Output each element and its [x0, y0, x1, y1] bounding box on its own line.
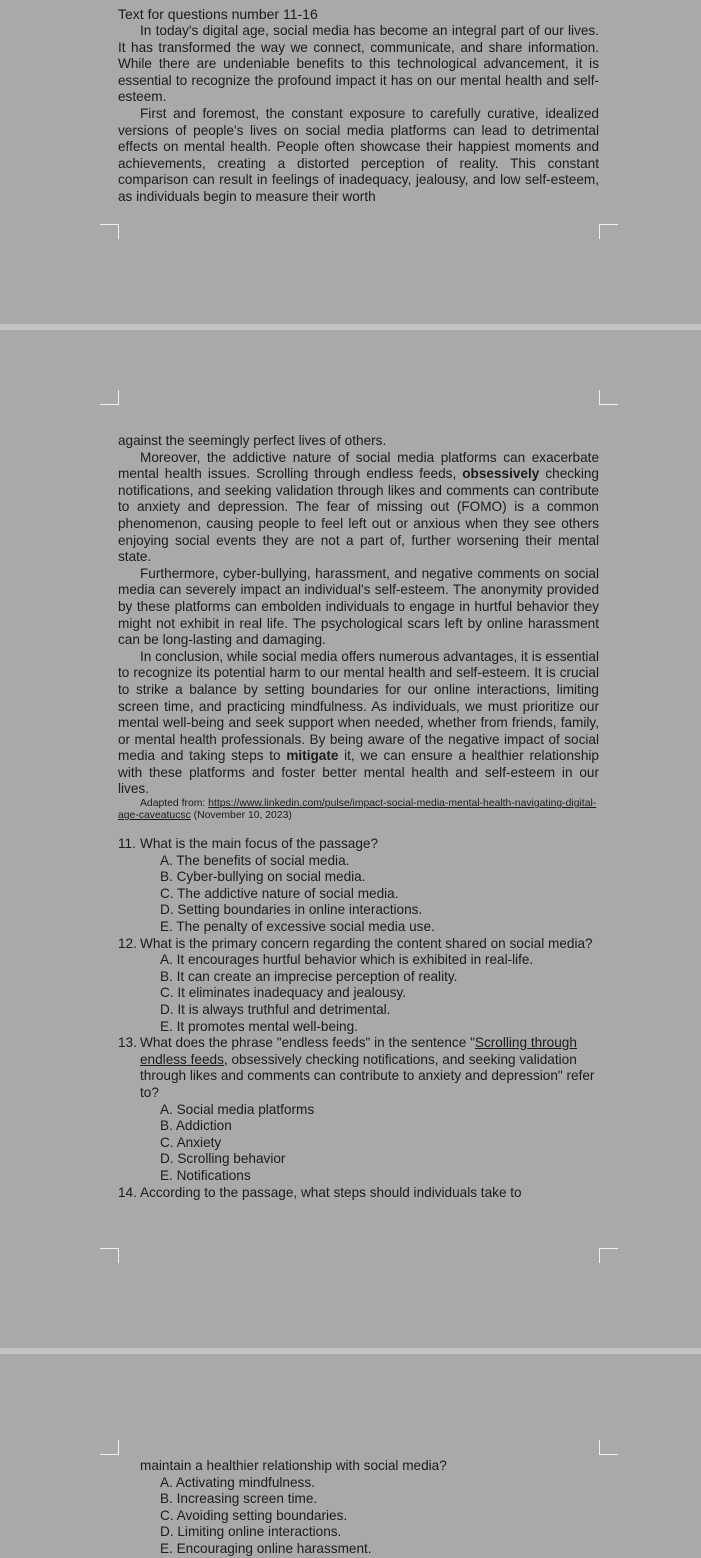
option-a[interactable]: A. The benefits of social media. — [160, 852, 350, 868]
page-corner-mark — [599, 390, 618, 405]
passage-paragraph-4: Furthermore, cyber-bullying, harassment, and negative comments on social media can severely impact an individual's self-esteem. The anonymity provided by these platforms can embolden individuals to engage in hurtful behavior they might not exhibit in real life. The psychological scars left by online harassment can be long-lasting and damaging. — [118, 565, 599, 648]
page-1-content — [118, 6, 599, 206]
passage-paragraph-3 — [118, 450, 599, 566]
option-b[interactable]: B. Increasing screen time. — [160, 1491, 318, 1507]
page-corner-mark — [599, 224, 618, 239]
question-number: 14. — [118, 1184, 137, 1200]
option-e[interactable]: E. Encouraging online harassment. — [160, 1540, 372, 1556]
page-corner-mark — [599, 1440, 618, 1455]
page-2-content — [118, 433, 599, 1201]
question-13 — [118, 1035, 599, 1101]
passage-paragraph-2: First and foremost, the constant exposure to carefully curative, idealized versions of people's lives on social media platforms can lead to detrimental effects on mental health. People often showcase their happiest moments and achievements, creating a distorted perception of reality. This constant comparison can result in feelings of inadequacy, jealousy, and low self-esteem, as individuals begin to measure their worth — [118, 105, 599, 204]
question-text: What does the phrase "endless feeds" in the sentence " — [140, 1035, 475, 1051]
question-text: According to the passage, what steps should individuals take to — [140, 1184, 522, 1200]
source-prefix: Adapted from: — [140, 798, 209, 810]
question-text: What is the main focus of the passage? — [140, 836, 379, 852]
question-11-options — [118, 853, 599, 936]
option-a[interactable]: A. Social media platforms — [160, 1101, 315, 1117]
option-b[interactable]: B. Cyber-bullying on social media. — [160, 869, 366, 885]
page-corner-mark — [100, 1248, 119, 1263]
text-run: In conclusion, while social media offers numerous advantages, it is essential to recognize its potential harm to our mental health and self-esteem. It is crucial to strike a balance by setting boundaries for our online interactions, limiting screen time, and practicing mindfulness. As individuals, we must prioritize our mental well-being and seek support when needed, whether from friends, family, or mental health professionals. By being aware of the negative impact of social media and taking steps to — [118, 648, 599, 764]
option-b[interactable]: B. It can create an imprecise perception of reality. — [160, 968, 458, 984]
passage-paragraph-5 — [118, 649, 599, 798]
source-link[interactable]: https://www.linkedin.com/pulse/impact-social-media-mental-health-navigating-digital-age-caveatucsc — [118, 798, 597, 822]
source-citation — [118, 798, 599, 822]
page-corner-mark — [100, 390, 119, 405]
question-11 — [118, 836, 599, 853]
source-date: (November 10, 2023) — [190, 810, 292, 822]
option-d[interactable]: D. Limiting online interactions. — [160, 1524, 342, 1540]
text-run: checking notifications, and seeking validation through likes and comments can contribute to anxiety and depression. The fear of missing out (FOMO) is a common phenomenon, causing people to feel left out or anxious when they see others enjoying social events they are not a part of, further worsening their mental state. — [118, 466, 599, 565]
question-text: , obsessively checking notifications, and seeking validation through likes and comments can contribute to anxiety and depression" refer to? — [140, 1051, 595, 1100]
page-corner-mark — [100, 224, 119, 239]
question-13-options — [118, 1102, 599, 1185]
option-d[interactable]: D. Scrolling behavior — [160, 1151, 286, 1167]
text-run: Moreover, the addictive nature of social media platforms can exacerbate mental health issues. Scrolling through endless feeds, — [118, 449, 599, 482]
question-14-continued — [118, 1458, 599, 1475]
bold-word: mitigate — [286, 748, 339, 764]
option-d[interactable]: D. Setting boundaries in online interactions. — [160, 902, 423, 918]
option-c[interactable]: C. Avoiding setting boundaries. — [160, 1507, 348, 1523]
passage-paragraph-1: In today's digital age, social media has become an integral part of our lives. It has transformed the way we connect, communicate, and share information. While there are undeniable benefits to this technological advancement, it is essential to recognize the profound impact it has on our mental health and self-esteem. — [118, 23, 599, 105]
page-3-content — [118, 1458, 599, 1558]
passage-paragraph-2-continued: against the seemingly perfect lives of others. — [118, 433, 387, 448]
page-corner-mark — [100, 1440, 119, 1455]
question-number: 13. — [118, 1035, 137, 1051]
option-e[interactable]: E. Notifications — [160, 1167, 251, 1183]
question-text: maintain a healthier relationship with social media? — [140, 1458, 447, 1473]
option-a[interactable]: A. Activating mindfulness. — [160, 1474, 315, 1490]
question-12 — [118, 936, 599, 953]
option-e[interactable]: E. The penalty of excessive social media use. — [160, 919, 435, 935]
page-separator — [0, 1348, 701, 1354]
question-14 — [118, 1185, 599, 1202]
bold-word: obsessively — [462, 466, 540, 482]
option-c[interactable]: C. Anxiety — [160, 1134, 222, 1150]
option-b[interactable]: B. Addiction — [160, 1118, 232, 1134]
question-14-options — [118, 1475, 599, 1558]
option-c[interactable]: C. It eliminates inadequacy and jealousy. — [160, 985, 407, 1001]
question-text: What is the primary concern regarding the content shared on social media? — [140, 935, 593, 951]
option-c[interactable]: C. The addictive nature of social media. — [160, 885, 399, 901]
question-12-options — [118, 952, 599, 1035]
question-number: 11. — [118, 836, 136, 852]
section-title: Text for questions number 11-16 — [118, 6, 318, 22]
page-corner-mark — [599, 1248, 618, 1263]
option-a[interactable]: A. It encourages hurtful behavior which is exhibited in real-life. — [160, 952, 534, 968]
question-number: 12. — [118, 935, 137, 951]
underlined-phrase: Scrolling through endless feeds — [140, 1035, 577, 1067]
page-separator — [0, 324, 701, 330]
text-run: it, we can ensure a healthier relationship with these platforms and foster better mental health and self-esteem in our lives. — [118, 748, 599, 797]
option-d[interactable]: D. It is always truthful and detrimental. — [160, 1002, 391, 1017]
option-e[interactable]: E. It promotes mental well-being. — [160, 1018, 358, 1034]
